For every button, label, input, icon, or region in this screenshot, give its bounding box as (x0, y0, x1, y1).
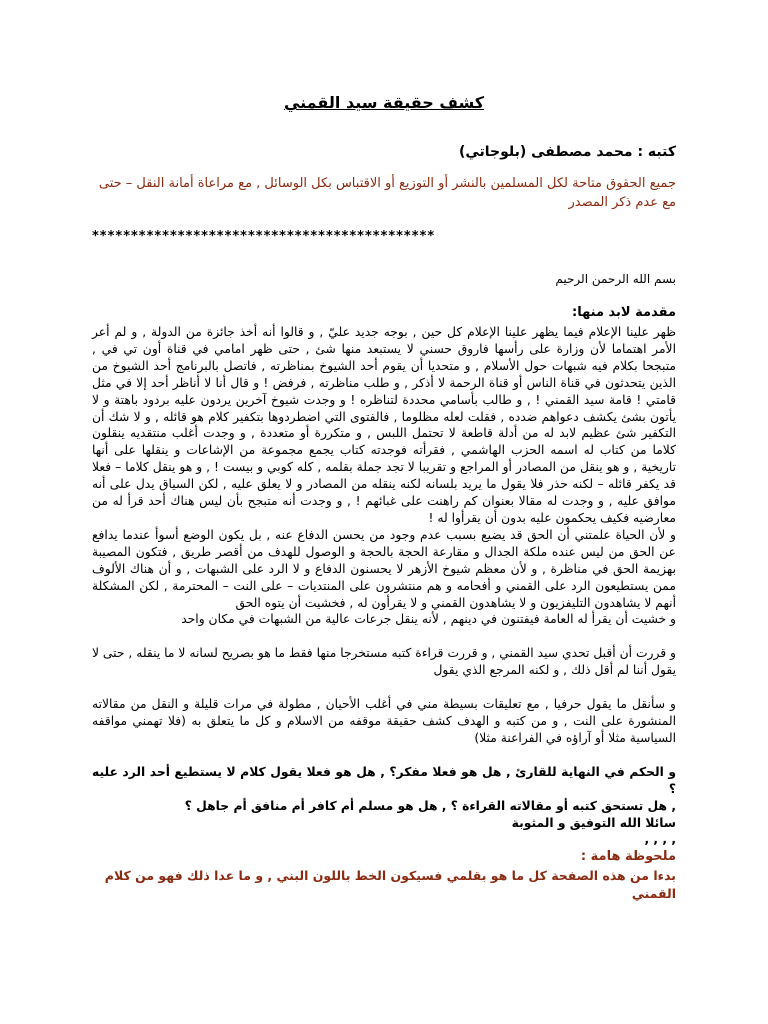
note-title: ملحوظة هامة : (580, 849, 676, 865)
spacer (92, 679, 676, 696)
note-text: بدءا من هذه الصفحة كل ما هو بقلمي فسيكون الخط باللون البني , و ما عدا ذلك فهو من كلام القمني (104, 868, 676, 902)
question-line-1: و الحكم في النهاية للقارئ , هل هو فعلا مفكر؟ , هل هو فعلا يقول كلام لا يستطيع أحد الرد عليه ؟ (92, 764, 676, 796)
paragraph-3: و خشيت أن يقرأ له العامة فيفتنون في دينهم , لأنه ينقل جرعات عالية من الشبهات في مكان واحد (181, 612, 676, 627)
intro-paragraph: ظهر علينا الإعلام فيما يظهر علينا الإعلام كل حين , بوجه جديد عليّ , و قالوا أنه أخذ جائزة من الدولة , و لم أعر الأمر اهتماما لأن وزارة على رأسها فاروق حسني لا يستبعد منها شئ , حتى ظهر امامي في قناة أون تي في , متبجحا بكلام فيه شبهات حول الأسلام , و متحديا أن يقوم أحد الشيوخ بمناظرته , فاتصل بالبرنامج أحد الشيوخ من الذين يتحدثون في قناة الناس أو قناة الرحمة لا أذكر , و طلب مناظرته , فرفض ! و قال أنا لا أناظر أحد إلا في مثل قامتي ! قامة سيد القمني ! , و طالب بأسامي محددة لتناظره ! و وجدت شيوخ آخرين يردون عليه بردود باهتة و لا يأتون بشئ يكشف دعواهم ضدده , فقلت لعله مظلوما , فالفتوى التي اضطردوها بتكفير كلام هو قائله , و لا شك أن التكفير شئ عظيم لابد له من أدلة قاطعة لا تحتمل اللبس , و متكررة أو متعددة , و وجدت أغلب منتقديه ينقلون كلاما من كتاب له اسمه الحزب الهاشمي , فقرأته فوجدته كتاب يجمع مجموعة من الإشاعات و ينقلها على أنها تاريخية , و هو ينقل من المصادر أو المراجع و تقريبا لا تجد جملة بقلمه , كله كوبي و بيست ! , و هو ينقل كلاما – فعلا قد يكفر قائله – لكنه حذر فلا يقول ما يريد بلسانه لكنه ينقله من المصادر و لا يعلق عليه , لكن السياق يدل على أنه موافق عليه , و وجدت له مقالا بعنوان كم راهنت على غبائهم ! , و وجدت أنه متبجح بأن ليس هناك أحد قرأ له من معارضيه فكيف يحكمون عليه بدون أن يقرأوا له ! (92, 325, 676, 525)
intro-heading: مقدمة لابد منها: (572, 305, 676, 320)
rights-notice: جميع الحقوق متاحة لكل المسلمين بالنشر أو التوزيع أو الاقتباس بكل الوسائل , مع مراعاة أمانة النقل – حتى مع عدم ذكر المصدر (98, 176, 676, 210)
paragraph-2: و لأن الحياة علمتني أن الحق قد يضيع بسبب عدم وجود من يحسن الدفاع عنه , بل يكون الوضع أسوأ عندما يدافع عن الحق من ليس عنده ملكة الجدال و مقارعة الحجة بالحجة و الوصول للهدف من أقصر طريق , فتكون المصيبة بهزيمة الحق في مناظرة , و لأن معظم شيوخ الأزهر لا يحسنون الدفاع و لا الرد على الشبهات , و أن هناك الألوف ممن يستطيعون الرد على القمني و أفحامه و هم منتشرون على المنتديات – على النت – المحترمة , لكن المشكلة أنهم لا يشاهدون التليفزيون و لا يشاهدون القمني و لا يقرأون له , فخشيت أن يتوه الحق (92, 527, 676, 610)
basmala: بسم الله الرحمن الرحيم (555, 272, 676, 286)
paragraph-5: و سأنقل ما يقول حرفيا , مع تعليقات بسيطة مني في أغلب الأحيان , مطولة في مرات قليلة و النقل من مقالاته المنشورة على النت , و من كتبه و الهدف كشف حقيقة موقفه من الاسلام و كل ما يتعلق به (فلا تهمني مواقفه السياسية مثلا أو آراؤه في الفراعنة مثلا) (92, 697, 676, 745)
document-title: كشف حقيقة سيد القمني (283, 93, 485, 112)
spacer (92, 747, 676, 764)
paragraph-4: و قررت أن أقبل تحدي سيد القمني , و قررت قراءة كتبه مستخرجا منها فقط ما هو بصريح لسانه لا ما ينقله , حتى لا يقول أننا لم أقل ذلك , و لكنه المرجع الذي يقول (92, 646, 676, 678)
asterisk-divider: ******************************************** (92, 229, 436, 244)
question-line-2: , هل تستحق كتبه أو مقالاته القراءة ؟ , هل هو مسلم أم كافر أم منافق أم جاهل ؟ (184, 798, 676, 813)
dots-line: , , , , (644, 832, 676, 847)
author-line: كتبه : محمد مصطفى (بلوجاتي) (458, 144, 676, 160)
prayer-line: سائلا الله التوفيق و المثوبة (511, 815, 676, 830)
spacer (92, 628, 676, 645)
